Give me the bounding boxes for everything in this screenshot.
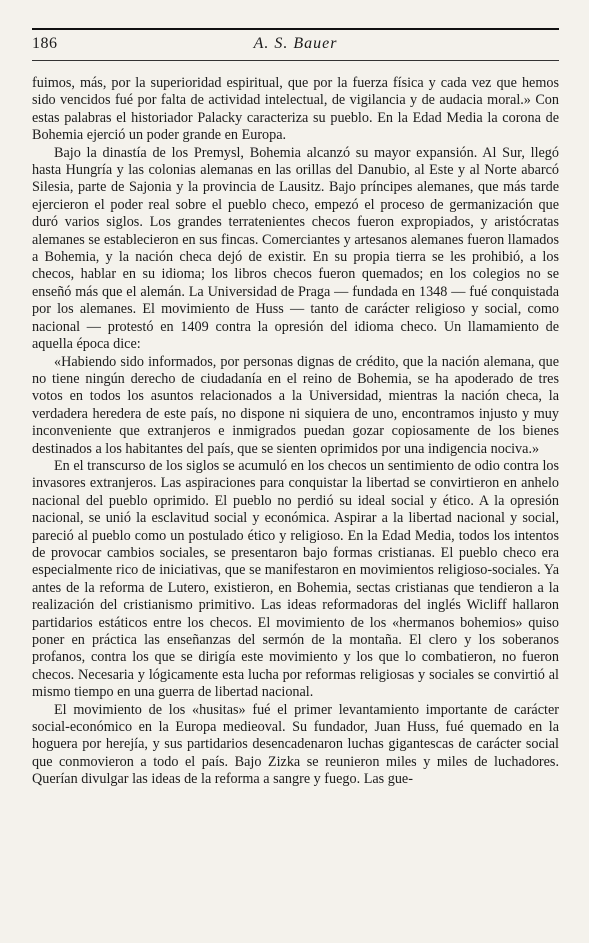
header-bottom-rule [32, 60, 559, 61]
paragraph: fuimos, más, por la superioridad espiritual, que por la fuerza física y cada vez que hemos sido vencidos fué por falta de actividad intelectual, de vigilancia y de audacia moral.» Con estas palabras el historiador Palacky caracteriza su pueblo. En la Edad Media la corona de Bohemia ejerció un poder grande en Europa. [32, 75, 559, 144]
header-top-rule [32, 28, 559, 30]
page-header [32, 35, 559, 57]
quoted-paragraph: «Habiendo sido informados, por personas dignas de crédito, que la nación alemana, que no tiene ningún derecho de ciudadanía en el reino de Bohemia, se ha apoderado de tres votos en todos los asuntos relacionados a la Universidad, mientras la nación checa, la verdadera heredera de este país, no dispone ni siquiera de uno, encontramos injusto y muy inconveniente que extranjeros e inmigrados puedan gozar copiosamente de los bienes destinados a los habitantes del país, que se sienten oprimidos por una indigencia nociva.» [32, 353, 559, 457]
paragraph: El movimiento de los «husitas» fué el primer levantamiento importante de carácter social-económico en la Europa medieoval. Su fundador, Juan Huss, fué quemado en la hoguera por herejía, y sus partidarios desencadenaron luchas gigantescas de carácter social que conmovieron a todo el país. Bajo Zizka se reunieron miles y miles de luchadores. Querían divulgar las ideas de la reforma a sangre y fuego. Las gue- [32, 701, 559, 788]
paragraph: Bajo la dinastía de los Premysl, Bohemia alcanzó su mayor expansión. Al Sur, llegó hasta Hungría y las colonias alemanas en las orillas del Danubio, al Este y al Norte abarcó Silesia, parte de Sajonia y la provincia de Lausitz. Bajo príncipes alemanes, que más tarde ejercieron el poder real sobre el pueblo checo, empezó el proceso de germanización que duró varios siglos. Los grandes terratenientes checos fueron expropiados, y aristócratas alemanes se establecieron en sus fincas. Comerciantes y artesanos alemanes fueron llamados a Bohemia, y la nación checa dejó de existir. En su propia tierra se les prohibió, a los checos, hablar en su idioma; los libros checos fueron quemados; en los colegios no se enseñó más que el alemán. La Universidad de Praga — fundada en 1348 — fué conquistada por los alemanes. El movimiento de Huss — tanto de carácter religioso y social, como nacional — protestó en 1409 contra la opresión del idioma checo. Un llamamiento de aquella época dice: [32, 144, 559, 353]
running-head: A. S. Bauer [253, 35, 338, 52]
paragraph: En el transcurso de los siglos se acumuló en los checos un sentimiento de odio contra los invasores extranjeros. Las aspiraciones para conquistar la libertad se convirtieron en anhelo nacional del pueblo oprimido. El pueblo no perdió su ideal social y ético. A la opresión nacional, se unió la esclavitud social y económica. Aspirar a la libertad nacional y social, pareció al pueblo como un postulado ético y religioso. En la Edad Media, todos los intentos de provocar cambios sociales, se presentaron bajo formas cristianas. El pueblo checo era especialmente rico de iniciativas, que se manifestaron en movimientos religioso-sociales. Ya antes de la reforma de Lutero, existieron, en Bohemia, sectas cristianas que tendieron a la realización del cristianismo primitivo. Las ideas reformadoras del inglés Wicliff hallaron partidarios estáticos entre los checos. El movimiento de los «hermanos bohemios» quiso poner en práctica las enseñanzas del sermón de la montaña. El clero y los soberanos profanos, contra los que se dirigía este movimiento y los que lo combatieron, no fueron checos. Necesaria y lógicamente esta lucha por reformas religiosas y sociales se convirtió al mismo tiempo en una guerra de libertad nacional. [32, 457, 559, 701]
body-text [32, 75, 559, 789]
page-number: 186 [32, 35, 58, 52]
